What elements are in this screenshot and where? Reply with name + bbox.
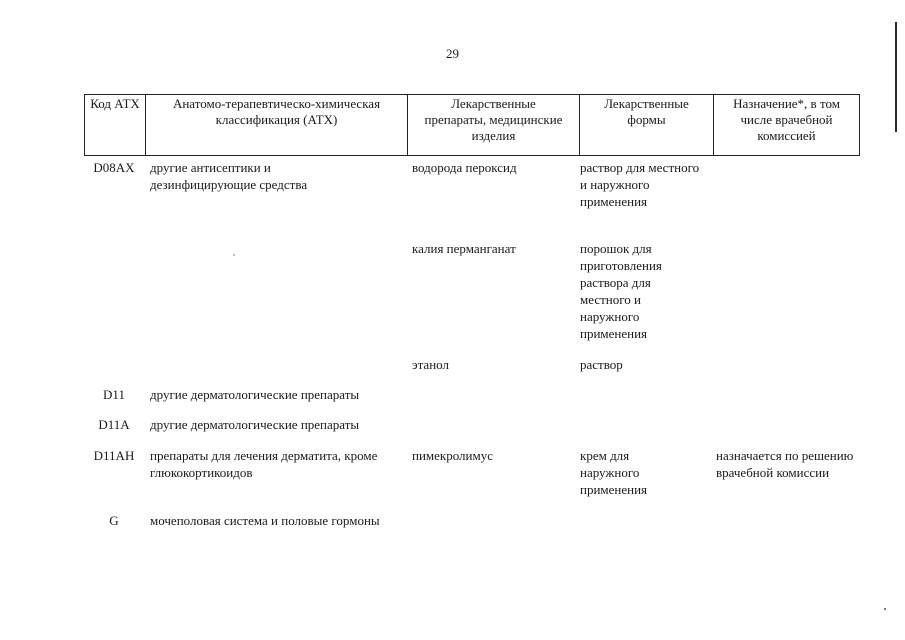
header-drugs: Лекарственные препараты, медицинские изделия	[407, 95, 579, 155]
row-classification: другие дерматологические препараты	[150, 387, 360, 402]
row-code: G	[109, 513, 119, 528]
row-classification: другие антисептики и дезинфицирующие средства	[150, 160, 308, 192]
row-classification: мочеполовая система и половые гормоны	[150, 513, 380, 528]
page-number: 29	[446, 46, 459, 61]
row-code: D11A	[98, 417, 130, 432]
row-form: порошок для приготовления раствора для местного и наружного применения	[580, 241, 662, 341]
header-atc-code: Код АТХ	[90, 96, 140, 111]
header-dosage-forms: Лекарственные формы	[579, 95, 713, 155]
row-classification: препараты для лечения дерматита, кроме глюкокортикоидов	[150, 448, 378, 480]
row-note: назначается по решению врачебной комиссии	[716, 448, 854, 480]
table-header	[84, 94, 860, 156]
row-drug: водорода пероксид	[412, 160, 517, 175]
row-form: раствор	[580, 357, 623, 372]
scan-speck	[233, 254, 235, 256]
row-form: раствор для местного и наружного применения	[580, 160, 700, 209]
row-code: D11	[103, 387, 125, 402]
header-atc-classification: Анатомо-терапевтическо-химическая классификация (АТХ)	[145, 95, 407, 155]
row-code: D11AH	[93, 448, 135, 463]
row-form: крем для наружного применения	[580, 448, 648, 497]
row-drug: пимекролимус	[412, 448, 493, 463]
row-drug: этанол	[412, 357, 449, 372]
row-classification: другие дерматологические препараты	[150, 417, 360, 432]
header-prescription: Назначение*, в том числе врачебной комиссией	[713, 95, 859, 155]
scan-speck	[884, 608, 886, 610]
row-drug: калия перманганат	[412, 241, 516, 256]
row-code: D08AX	[93, 160, 135, 175]
scan-edge-line	[895, 22, 897, 132]
